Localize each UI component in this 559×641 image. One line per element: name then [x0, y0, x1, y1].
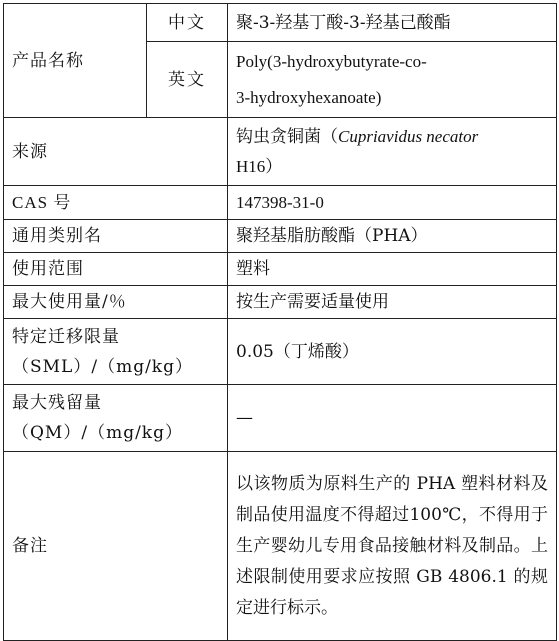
sml-label-line-1: 特定迁移限量	[12, 326, 120, 347]
table-row-cas	[4, 186, 557, 220]
english-label: 英文	[147, 42, 228, 118]
table-row-remarks	[4, 452, 557, 641]
source-strain: H16）	[236, 156, 283, 176]
source-species-italic: Cupriavidus necator	[338, 126, 479, 146]
cas-label: CAS 号	[4, 186, 228, 220]
sml-label-line-2: （SML）/（mg/kg）	[12, 356, 193, 377]
chinese-label: 中文	[147, 4, 228, 42]
source-value	[228, 118, 557, 186]
source-label: 来源	[4, 118, 228, 186]
cas-value: 147398-31-0	[228, 186, 557, 220]
table-row-scope	[4, 253, 557, 286]
table-row-product-name-cn	[4, 4, 557, 42]
max-use-label: 最大使用量/％	[4, 286, 228, 319]
scope-value: 塑料	[228, 253, 557, 286]
english-name-line-2: 3-hydroxyhexanoate)	[236, 87, 382, 107]
sml-value: 0.05（丁烯酸）	[228, 319, 557, 385]
product-name-label: 产品名称	[4, 4, 147, 118]
table-row-common-name	[4, 220, 557, 253]
chinese-name-value: 聚-3-羟基丁酸-3-羟基己酸酯	[228, 4, 557, 42]
qm-label-line-1: 最大残留量	[12, 393, 102, 413]
sml-label	[4, 319, 228, 385]
common-name-value: 聚羟基脂肪酸酯（PHA）	[228, 220, 557, 253]
qm-label	[4, 385, 228, 452]
source-prefix: 钩虫贪铜菌（	[236, 126, 338, 147]
max-use-value: 按生产需要适量使用	[228, 286, 557, 319]
table-row-sml	[4, 319, 557, 385]
english-name-line-1: Poly(3-hydroxybutyrate-co-	[236, 51, 427, 71]
common-name-label: 通用类别名	[4, 220, 228, 253]
specification-table-container	[3, 3, 556, 634]
remarks-label: 备注	[4, 452, 228, 641]
english-name-value	[228, 42, 557, 118]
table-row-qm	[4, 385, 557, 452]
qm-label-line-2: （QM）/（mg/kg）	[12, 423, 183, 443]
table-row-max-use	[4, 286, 557, 319]
remarks-value: 以该物质为原料生产的 PHA 塑料材料及制品使用温度不得超过100℃，不得用于生产婴幼儿专用食品接触材料及制品。上述限制使用要求应按照 GB 4806.1 的规定进行标示。	[228, 452, 557, 641]
scope-label: 使用范围	[4, 253, 228, 286]
table-row-source	[4, 118, 557, 186]
specification-table	[3, 3, 557, 641]
qm-value: —	[228, 385, 557, 452]
